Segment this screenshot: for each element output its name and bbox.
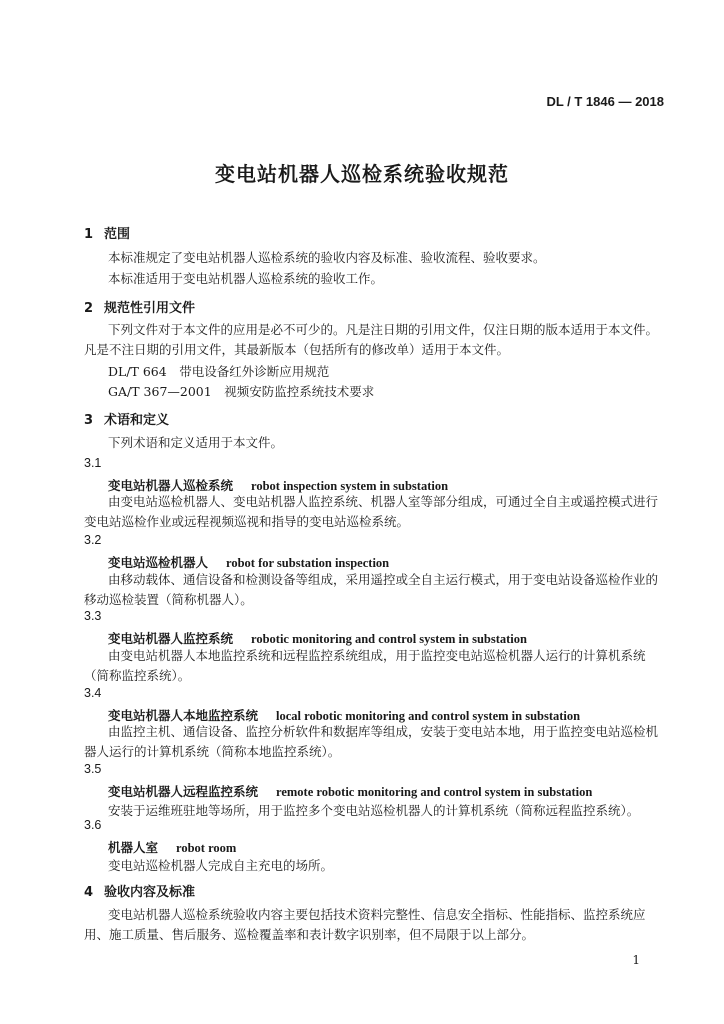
clause-number: 3.6 (84, 818, 102, 832)
page-number: 1 (632, 953, 640, 967)
paragraph: 本标准适用于变电站机器人巡检系统的验收工作。 (108, 271, 384, 286)
section-heading-4: 4 验收内容及标准 (84, 885, 196, 900)
page-title: 变电站机器人巡检系统验收规范 (215, 162, 509, 186)
term-definition: 由监控主机、通信设备、监控分析软件和数据库等组成，安装于变电站本地，用于监控变电站巡检机器人运行的计算机系统（简称本地监控系统）。 (84, 724, 659, 759)
clause-number: 3.5 (84, 762, 102, 776)
clause-number: 3.1 (84, 456, 102, 470)
clause-number: 3.4 (84, 686, 102, 700)
term-heading: 变电站机器人监控系统 robotic monitoring and control system in substation (108, 631, 527, 646)
clause-number: 3.3 (84, 609, 102, 623)
term-heading: 变电站巡检机器人 robot for substation inspection (108, 555, 390, 570)
term-definition: 安装于运维班驻地等场所，用于监控多个变电站巡检机器人的计算机系统（简称远程监控系统）。 (108, 803, 640, 818)
section-heading-3: 3 术语和定义 (84, 413, 170, 428)
term-heading: 变电站机器人本地监控系统 local robotic monitoring and control system in substation (108, 708, 581, 723)
paragraph: 变电站机器人巡检系统验收内容主要包括技术资料完整性、信息安全指标、性能指标、监控系统应用、施工质量、售后服务、巡检覆盖率和表计数字识别率，但不局限于以上部分。 (84, 907, 646, 942)
term-heading: 机器人室 robot room (108, 840, 237, 855)
clause-number: 3.2 (84, 533, 102, 547)
paragraph: 下列文件对于本文件的应用是必不可少的。凡是注日期的引用文件，仅注日期的版本适用于本文件。凡是不注日期的引用文件，其最新版本（包括所有的修改单）适用于本文件。 (84, 322, 659, 357)
paragraph: 下列术语和定义适用于本文件。 (108, 435, 284, 450)
term-definition: 由变电站巡检机器人、变电站机器人监控系统、机器人室等部分组成，可通过全自主或遥控模式进行变电站巡检作业或远程视频巡视和指导的变电站巡检系统。 (84, 494, 659, 529)
term-heading: 变电站机器人巡检系统 robot inspection system in substation (108, 478, 449, 493)
standard-code: DL / T 1846 — 2018 (546, 94, 664, 109)
term-definition: 由移动载体、通信设备和检测设备等组成，采用遥控或全自主运行模式，用于变电站设备巡检作业的移动巡检装置（简称机器人）。 (84, 572, 659, 607)
reference-item: DL/T 664 带电设备红外诊断应用规范 (108, 364, 330, 379)
term-definition: 由变电站机器人本地监控系统和远程监控系统组成，用于监控变电站巡检机器人运行的计算机系统（简称监控系统）。 (84, 648, 646, 683)
section-heading-1: 1 范围 (84, 227, 131, 242)
paragraph: 本标准规定了变电站机器人巡检系统的验收内容及标准、验收流程、验收要求。 (108, 250, 546, 265)
reference-item: GA/T 367—2001 视频安防监控系统技术要求 (108, 384, 375, 399)
term-heading: 变电站机器人远程监控系统 remote robotic monitoring and control system in substation (108, 784, 593, 799)
section-heading-2: 2 规范性引用文件 (84, 301, 196, 316)
term-definition: 变电站巡检机器人完成自主充电的场所。 (108, 858, 334, 873)
